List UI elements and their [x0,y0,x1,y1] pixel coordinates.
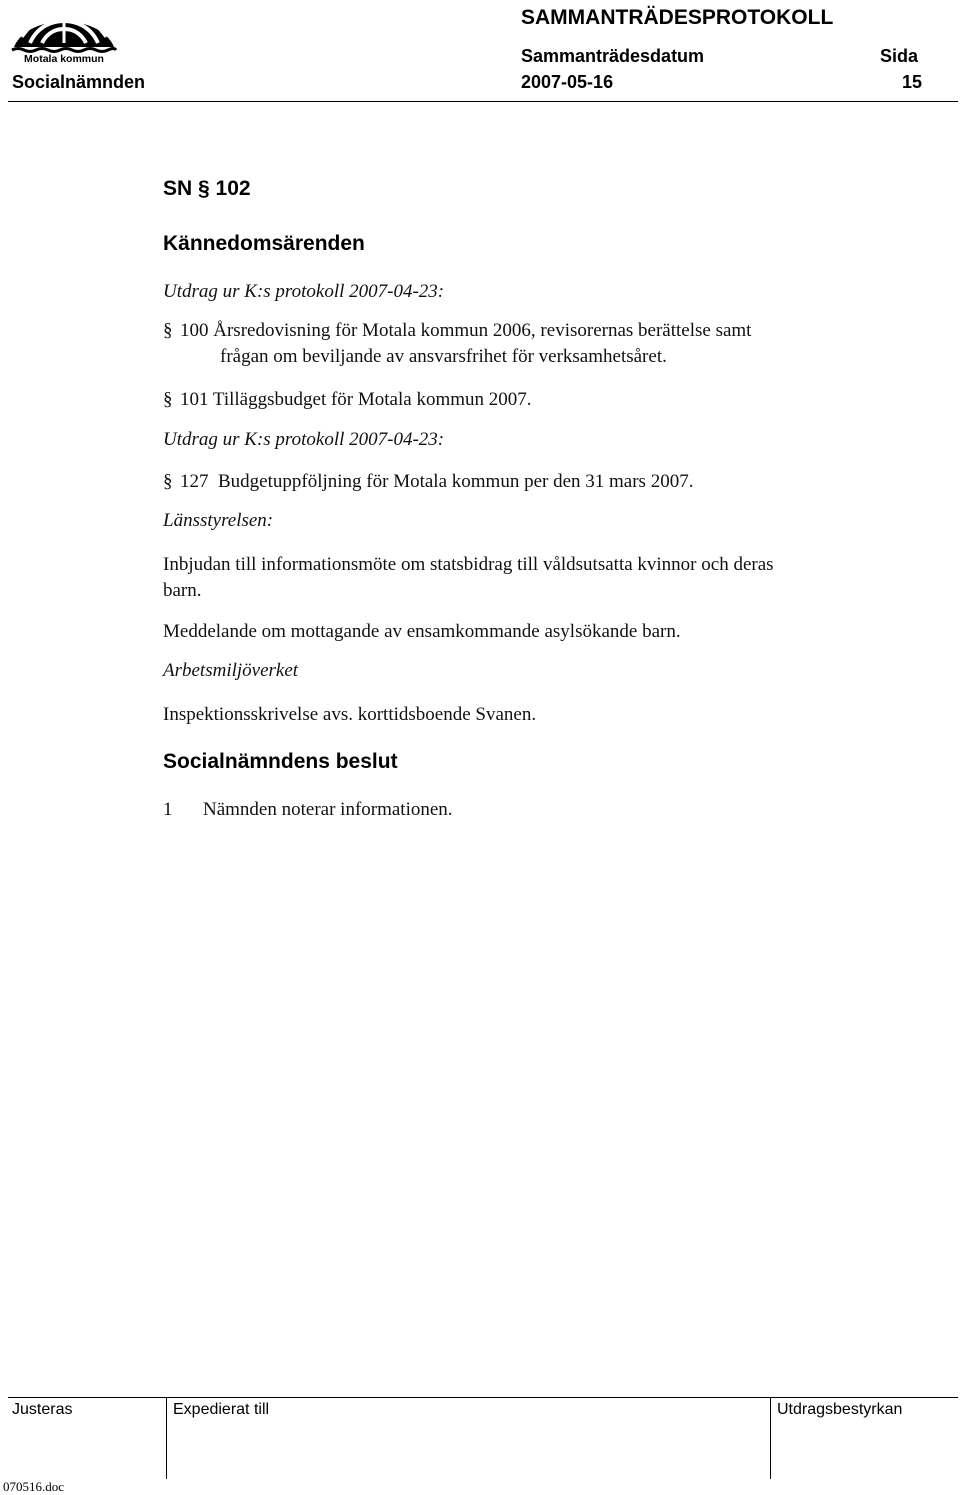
meeting-date: 2007-05-16 [521,72,614,92]
section-symbol-icon: § [163,389,173,410]
crown-logo-icon [8,3,120,63]
letter-item-continued: barn. [163,580,202,601]
footer-divider [8,1397,958,1398]
expedierat-label: Expedierat till [173,1401,270,1418]
logo-text: Motala kommun [24,53,104,63]
decision-title: Socialnämndens beslut [163,750,398,773]
decision-text: Nämnden noterar informationen. [203,799,453,820]
section-symbol-icon: § [163,471,173,492]
agenda-item: 100 Årsredovisning för Motala kommun 2006, revisorernas berättelse samt [180,320,752,341]
excerpt-label: Utdrag ur K:s protokoll 2007-04-23: [163,429,445,450]
letter-item: Inbjudan till informationsmöte om statsbidrag till våldsutsatta kvinnor och deras [163,554,774,575]
file-name: 070516.doc [3,1479,65,1494]
agenda-item: 101 Tilläggsbudget för Motala kommun 2007. [180,389,532,410]
decision-number: 1 [163,799,173,820]
justeras-label: Justeras [12,1401,73,1418]
page-number: 15 [902,72,923,92]
header-divider [8,101,958,102]
page-label: Sida [880,46,919,66]
sender-label: Länsstyrelsen: [163,510,274,531]
footer-column-divider [166,1397,167,1479]
motala-kommun-logo [8,3,120,63]
department-name: Socialnämnden [12,72,146,92]
excerpt-label: Utdrag ur K:s protokoll 2007-04-23: [163,281,445,302]
section-number: SN § 102 [163,177,251,200]
section-title: Kännedomsärenden [163,232,365,255]
letter-item: Inspektionsskrivelse avs. korttidsboende Svanen. [163,704,537,725]
letter-item: Meddelande om mottagande av ensamkommande asylsökande barn. [163,621,681,642]
agenda-item-continued: frågan om beviljande av ansvarsfrihet för verksamhetsåret. [220,346,667,367]
sender-label: Arbetsmiljöverket [163,660,299,681]
utdragsbestyrkan-label: Utdragsbestyrkan [777,1401,903,1418]
date-label: Sammanträdesdatum [521,46,705,66]
document-type: SAMMANTRÄDESPROTOKOLL [521,6,834,29]
section-symbol-icon: § [163,320,173,341]
agenda-item: 127 Budgetuppföljning för Motala kommun per den 31 mars 2007. [180,471,694,492]
footer-column-divider [770,1397,771,1479]
